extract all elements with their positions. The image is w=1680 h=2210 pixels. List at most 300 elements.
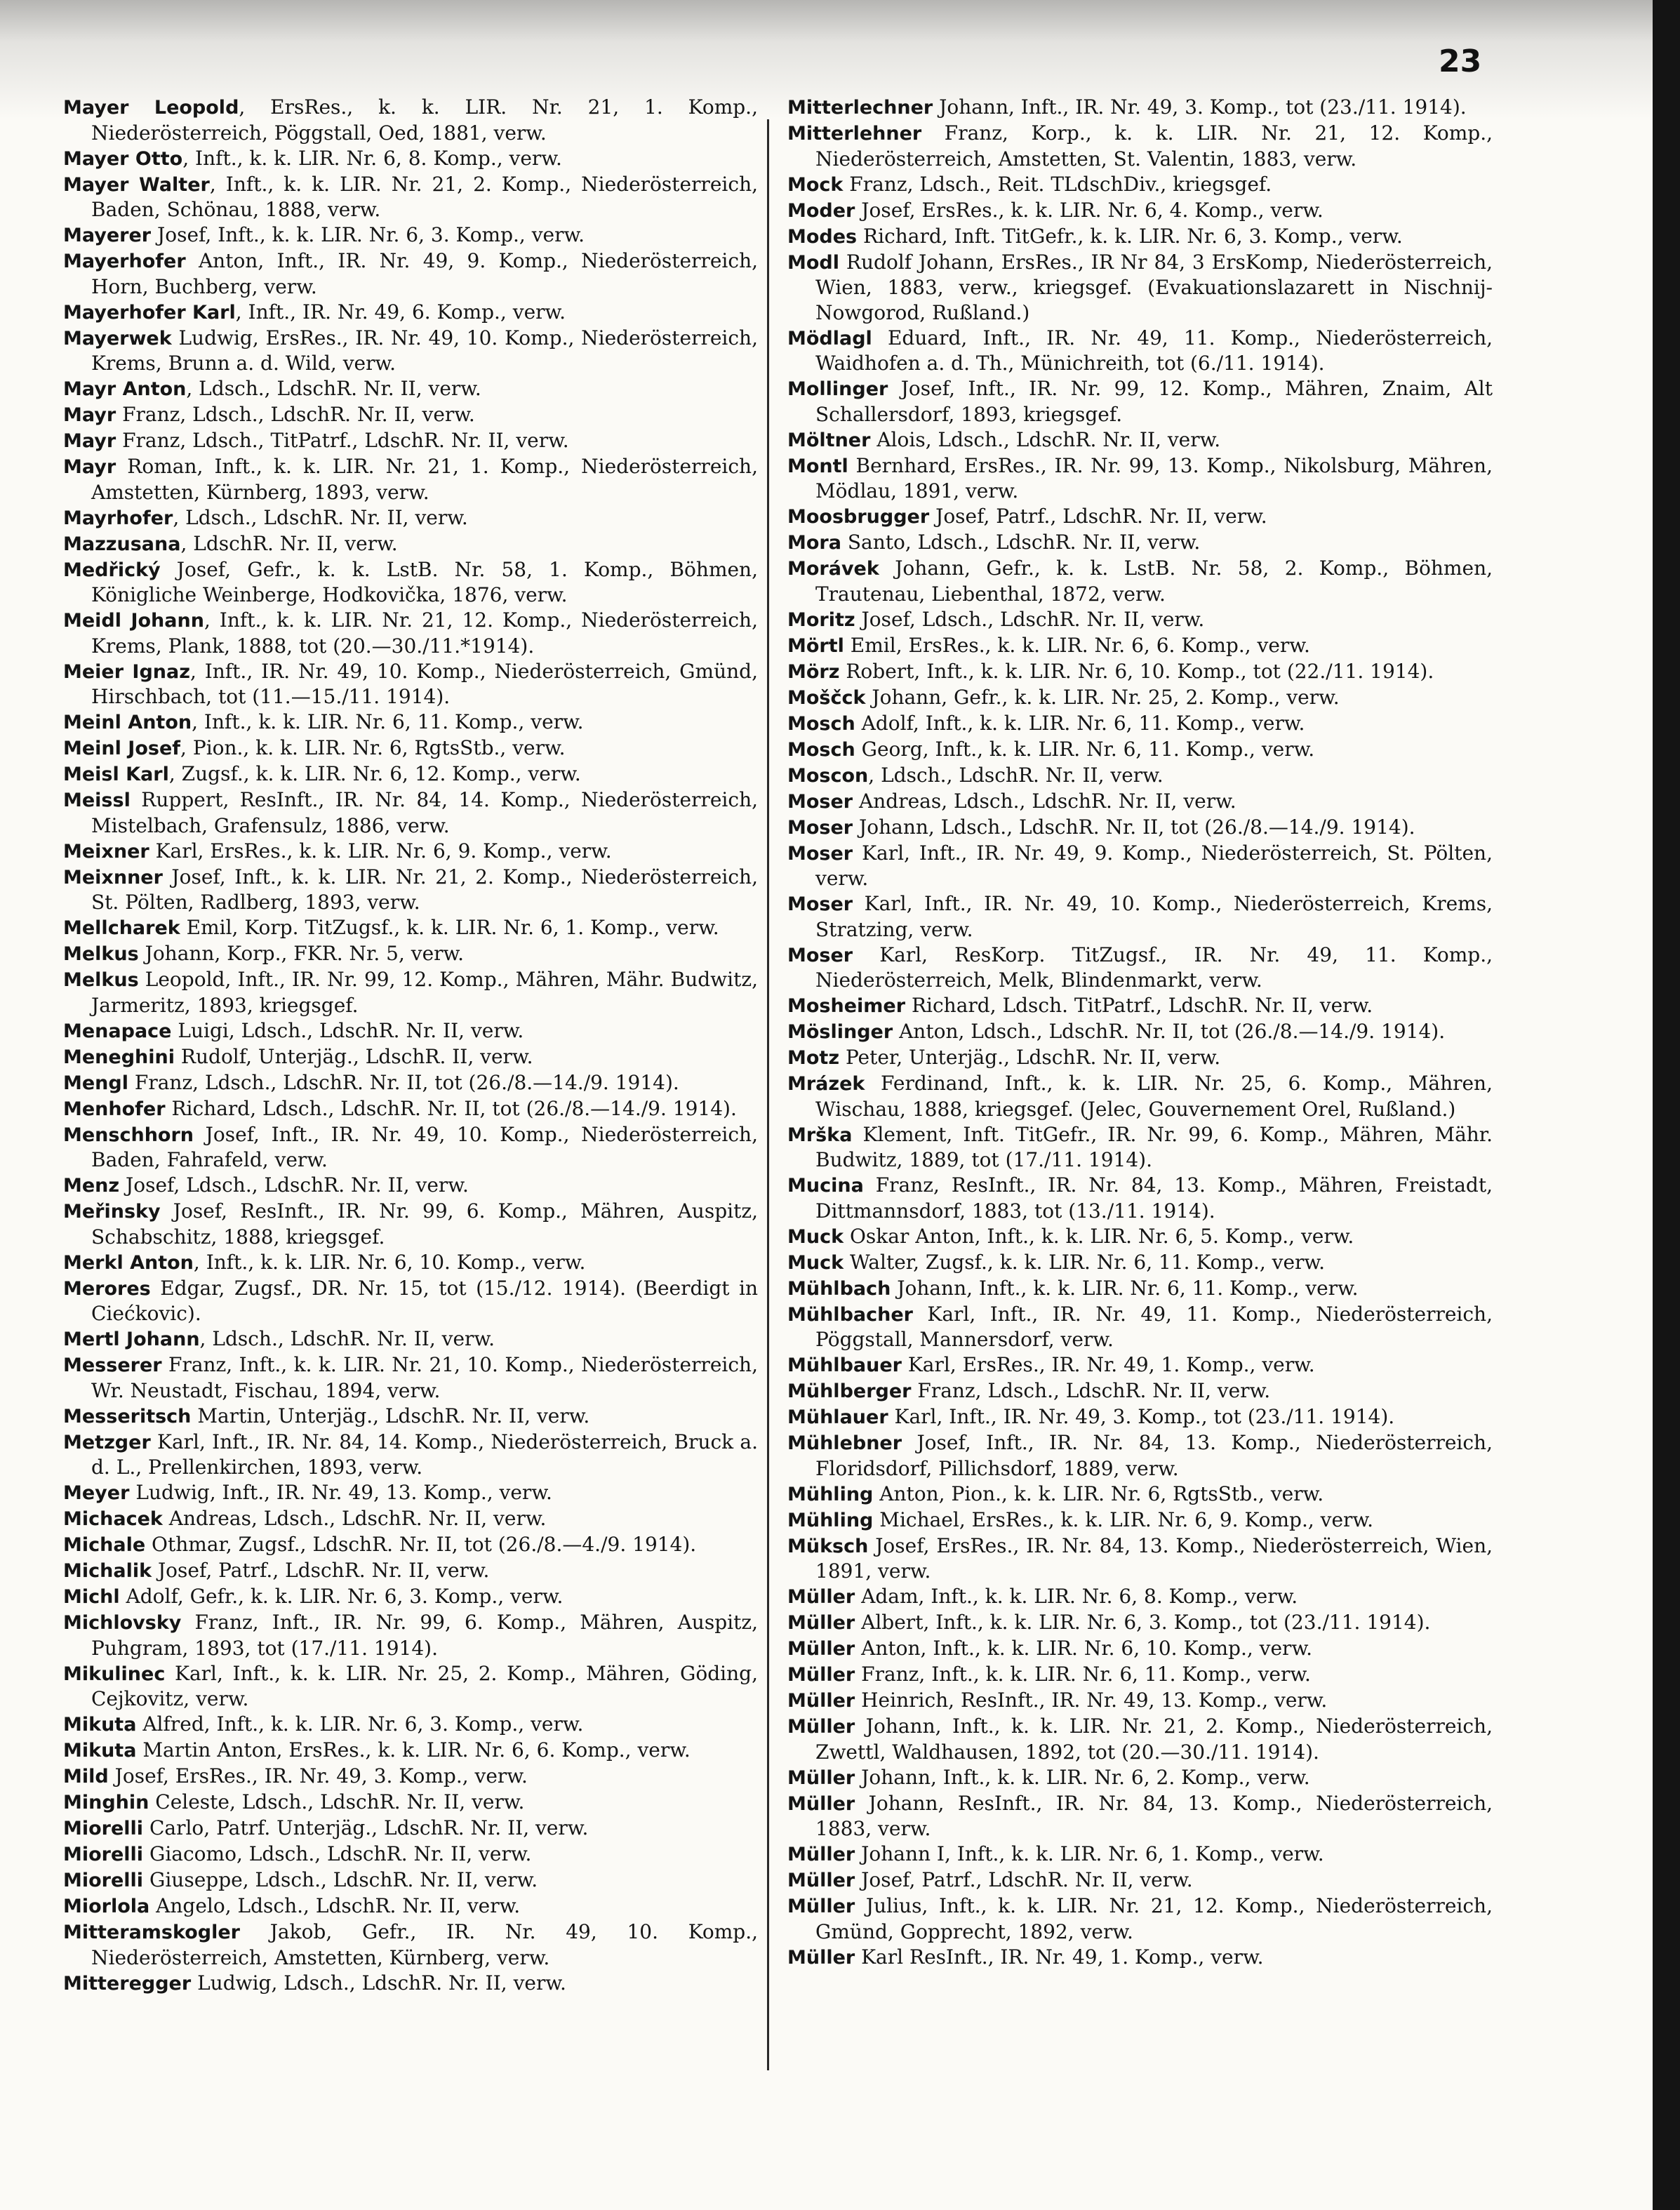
entry-details: Karl, ErsRes., k. k. LIR. Nr. 6, 9. Komp., verw. [149,839,612,863]
register-entry [787,172,1493,198]
entry-surname: Montl [787,455,848,477]
register-entry [787,1224,1493,1250]
entry-surname: Mödlagl [787,327,872,350]
entry-details: Josef, Patrf., LdschR. Nr. II, verw. [929,505,1267,528]
register-entry [787,1662,1493,1688]
entry-surname: Meneghini [63,1046,175,1068]
page-number: 23 [1439,44,1482,79]
register-entry [787,1714,1493,1764]
right-column [787,95,1493,1971]
entry-details: Michael, ErsRes., k. k. LIR. Nr. 6, 9. Komp., verw. [873,1507,1373,1531]
entry-details: Karl ResInft., IR. Nr. 49, 1. Komp., verw. [855,1945,1264,1969]
entry-surname: Meisl Karl [63,764,169,785]
entry-details: Alois, Ldsch., LdschR. Nr. II, verw. [870,427,1221,451]
entry-details: Franz, Korp., k. k. LIR. Nr. 21, 12. Komp., Niederösterreich, Amstetten, St. Valentin, 1883, verw. [815,121,1493,171]
entry-details: Franz, Ldsch., Reit. TLdschDiv., kriegsgef. [843,172,1272,196]
entry-details: , Zugsf., k. k. LIR. Nr. 6, 12. Komp., verw. [168,762,581,785]
register-entry [787,789,1493,815]
register-entry [63,865,758,915]
register-entry [787,1842,1493,1868]
register-entry [787,1045,1493,1071]
entry-details: Josef, Inft., k. k. LIR. Nr. 6, 3. Komp., verw. [151,223,585,246]
entry-details: Ludwig, ErsRes., IR. Nr. 49, 10. Komp., Niederösterreich, Krems, Brunn a. d. Wild, verw. [91,326,758,375]
register-entry [63,428,758,454]
register-entry [787,737,1493,763]
entry-surname: Mühling [787,1509,874,1531]
entry-details: Ludwig, Inft., IR. Nr. 49, 13. Komp., verw. [129,1481,552,1504]
entry-surname: Mayerhofer Karl [63,301,236,324]
entry-surname: Meřinsky [63,1201,161,1223]
entry-surname: Miorelli [63,1818,144,1839]
register-entry [63,222,758,248]
register-entry [787,427,1493,453]
entry-details: , Pion., k. k. LIR. Nr. 6, RgtsStb., verw. [180,736,566,759]
register-entry [787,1482,1493,1507]
entry-details: , Inft., k. k. LIR. Nr. 21, 2. Komp., Niederösterreich, Baden, Schönau, 1888, verw. [91,172,758,221]
entry-surname: Michale [63,1534,146,1556]
register-entry [787,1791,1493,1842]
entry-details: , LdschR. Nr. II, verw. [180,531,398,555]
entry-surname: Mühlberger [787,1380,912,1402]
entry-surname: Mayerhofer [63,251,186,272]
entry-details: Rudolf Johann, ErsRes., IR Nr 84, 3 ErsKomp, Niederösterreich, Wien, 1883, verw., kriegsgef. (Evakuationslazarett in Nischnij-Nowgorod, Rußland.) [815,250,1493,324]
register-entry [63,172,758,222]
entry-details: Giuseppe, Ldsch., LdschR. Nr. II, verw. [143,1868,538,1891]
entry-details: Franz, Inft., k. k. LIR. Nr. 21, 10. Komp., Niederösterreich, Wr. Neustadt, Fischau, 1894, verw. [91,1353,758,1402]
entry-surname: Mollinger [787,378,888,400]
register-entry [63,967,758,1018]
entry-details: Heinrich, ResInft., IR. Nr. 49, 13. Komp., verw. [855,1689,1328,1712]
register-entry [787,815,1493,841]
register-entry [63,326,758,376]
entry-surname: Modes [787,225,858,248]
register-entry [63,941,758,967]
entry-details: Josef, Patrf., LdschR. Nr. II, verw. [152,1559,490,1582]
entry-surname: Mayrhofer [63,507,173,529]
register-entry [787,993,1493,1019]
entry-details: Jakob, Gefr., IR. Nr. 49, 10. Komp., Niederösterreich, Amstetten, Kürnberg, verw. [91,1920,758,1969]
entry-details: Anton, Ldsch., LdschR. Nr. II, tot (26./8.—14./9. 1914). [893,1020,1446,1043]
register-entry [63,1584,758,1610]
entry-details: Franz, Inft., k. k. LIR. Nr. 6, 11. Komp., verw. [855,1663,1311,1686]
register-entry [787,1071,1493,1121]
entry-details: Adam, Inft., k. k. LIR. Nr. 6, 8. Komp., verw. [855,1585,1298,1608]
register-entry [787,1945,1493,1971]
register-entry [63,761,758,787]
register-entry [787,1430,1493,1481]
register-entry [787,1302,1493,1352]
entry-details: Georg, Inft., k. k. LIR. Nr. 6, 11. Komp., verw. [855,737,1315,761]
register-entry [787,1250,1493,1276]
entry-surname: Motz [787,1047,840,1069]
entry-details: Angelo, Ldsch., LdschR. Nr. II, verw. [149,1894,521,1917]
register-entry [63,1250,758,1276]
entry-surname: Mayer Leopold [63,97,239,119]
entry-surname: Metzger [63,1431,151,1453]
entry-details: Johann, Korp., FKR. Nr. 5, verw. [138,942,465,965]
register-entry [787,711,1493,737]
entry-surname: Miorelli [63,1870,144,1891]
entry-surname: Meixnner [63,866,163,888]
entry-surname: Müller [787,1586,855,1608]
entry-surname: Müller [787,1870,855,1891]
entry-details: Johann I, Inft., k. k. LIR. Nr. 6, 1. Komp., verw. [855,1842,1324,1865]
entry-details: Franz, ResInft., IR. Nr. 84, 13. Komp., Mähren, Freistadt, Dittmannsdorf, 1883, tot (13./11. 1914). [815,1173,1493,1223]
register-entry [787,453,1493,504]
entry-surname: Mayerwek [63,327,172,350]
entry-surname: Mitteregger [63,1972,192,1995]
entry-surname: Meinl Josef [63,738,181,759]
entry-details: , Inft., k. k. LIR. Nr. 6, 10. Komp., verw. [193,1250,586,1274]
entry-details: Luigi, Ldsch., LdschR. Nr. II, verw. [171,1018,524,1042]
register-entry [787,1636,1493,1662]
register-entry [787,1533,1493,1584]
register-entry [63,1044,758,1070]
entry-surname: Mikuta [63,1714,137,1736]
register-entry [787,376,1493,427]
entry-details: Josef, ErsRes., IR. Nr. 84, 13. Komp., Niederösterreich, Wien, 1891, verw. [815,1533,1493,1583]
entry-details: Josef, Inft., IR. Nr. 99, 12. Komp., Mähren, Znaim, Alt Schallersdorf, 1893, kriegsgef. [815,377,1493,426]
entry-details: Richard, Ldsch. TitPatrf., LdschR. Nr. II, verw. [905,994,1373,1017]
entry-surname: Mayr [63,404,116,426]
register-entry [787,633,1493,659]
entry-surname: Melkus [63,943,139,965]
entry-surname: Müller [787,1844,855,1865]
register-entry [787,1893,1493,1944]
entry-surname: Melkus [63,969,139,991]
entry-surname: Müller [787,1690,855,1712]
entry-surname: Mock [787,173,844,196]
entry-details: , Ldsch., LdschR. Nr. II, verw. [199,1327,495,1350]
register-entry [63,1506,758,1532]
entry-details: Richard, Ldsch., LdschR. Nr. II, tot (26./8.—14./9. 1914). [165,1096,737,1120]
entry-surname: Mühlbacher [787,1303,913,1326]
entry-details: Emil, Korp. TitZugsf., k. k. LIR. Nr. 6, 1. Komp., verw. [180,916,719,939]
entry-surname: Merores [63,1277,151,1300]
register-entry [787,250,1493,326]
register-entry [787,1507,1493,1533]
entry-details: , Inft., k. k. LIR. Nr. 6, 8. Komp., verw. [182,146,562,170]
entry-details: Josef, ErsRes., k. k. LIR. Nr. 6, 4. Komp., verw. [855,198,1324,222]
entry-details: Anton, Pion., k. k. LIR. Nr. 6, RgtsStb., verw. [873,1482,1324,1505]
register-entry [63,376,758,402]
entry-surname: Michacek [63,1508,163,1530]
register-entry [63,248,758,299]
register-entry [787,556,1493,606]
register-entry [787,530,1493,556]
entry-surname: Mikuta [63,1740,137,1762]
register-entry [63,1404,758,1430]
entry-surname: Mayr [63,456,116,478]
entry-details: Josef, ErsRes., IR. Nr. 49, 3. Komp., verw. [108,1764,528,1788]
entry-surname: Müller [787,1664,855,1686]
entry-details: , Inft., IR. Nr. 49, 6. Komp., verw. [235,300,566,324]
entry-surname: Mosch [787,712,855,735]
entry-surname: Müller [787,1612,855,1634]
entry-surname: Möltner [787,429,871,451]
entry-surname: Moritz [787,608,855,631]
entry-details: Johann, Ldsch., LdschR. Nr. II, tot (26./8.—14./9. 1914). [853,815,1415,839]
entry-surname: Michl [63,1586,120,1608]
entry-surname: Moscon [787,764,869,787]
entry-details: Anton, Inft., k. k. LIR. Nr. 6, 10. Komp., verw. [855,1637,1312,1660]
register-entry [63,1919,758,1970]
entry-surname: Mrázek [787,1073,865,1095]
entry-details: Robert, Inft., k. k. LIR. Nr. 6, 10. Komp., tot (22./11. 1914). [839,659,1434,683]
entry-details: Franz, Ldsch., LdschR. Nr. II, tot (26./8.—14./9. 1914). [128,1070,679,1094]
entry-details: Josef, Inft., k. k. LIR. Nr. 21, 2. Komp., Niederösterreich, St. Pölten, Radlberg, 1893, verw. [91,865,758,914]
entry-surname: Müller [787,1792,855,1815]
entry-details: Bernhard, ErsRes., IR. Nr. 99, 13. Komp., Nikolsburg, Mähren, Mödlau, 1891, verw. [815,453,1493,502]
register-entry [63,1764,758,1790]
entry-surname: Menapace [63,1020,172,1042]
register-entry [63,1352,758,1403]
register-entry [63,1893,758,1919]
register-entry [63,1173,758,1199]
register-entry [63,1738,758,1764]
register-entry [63,454,758,505]
entry-surname: Merkl Anton [63,1251,194,1274]
entry-details: Franz, Ldsch., LdschR. Nr. II, verw. [911,1379,1271,1402]
entry-surname: Miorelli [63,1844,144,1865]
entry-surname: Meyer [63,1482,130,1504]
register-entry [787,1019,1493,1045]
entry-details: Giacomo, Ldsch., LdschR. Nr. II, verw. [143,1842,532,1865]
entry-details: Anton, Inft., IR. Nr. 49, 9. Komp., Niederösterreich, Horn, Buchberg, verw. [91,249,758,298]
entry-surname: Mazzusana [63,533,181,555]
register-entry [787,1610,1493,1636]
entry-surname: Moder [787,199,855,222]
entry-details: Emil, ErsRes., k. k. LIR. Nr. 6, 6. Komp., verw. [844,633,1310,657]
register-entry [63,1790,758,1816]
register-entry [63,505,758,531]
register-entry [63,1430,758,1480]
entry-surname: Möslinger [787,1021,893,1043]
entry-surname: Morávek [787,558,879,580]
register-entry [787,1868,1493,1893]
entry-surname: Mikulinec [63,1663,166,1685]
entry-details: Andreas, Ldsch., LdschR. Nr. II, verw. [853,789,1236,813]
entry-surname: Mitteramskogler [63,1922,240,1943]
register-entry [63,1558,758,1584]
entry-details: Carlo, Patrf. Unterjäg., LdschR. Nr. II, verw. [143,1816,589,1839]
entry-surname: Müller [787,1896,855,1917]
entry-details: Ruppert, ResInft., IR. Nr. 84, 14. Komp., Niederösterreich, Mistelbach, Grafensulz, 1886, verw. [91,788,758,837]
entry-details: Johann, ResInft., IR. Nr. 84, 13. Komp., Niederösterreich, 1883, verw. [815,1791,1493,1840]
entry-surname: Müller [787,1946,855,1969]
register-entry [787,1352,1493,1378]
entry-surname: Mosch [787,738,855,761]
entry-surname: Mertl Johann [63,1329,200,1350]
entry-details: Rudolf, Unterjäg., LdschR. II, verw. [175,1044,533,1068]
register-entry [787,95,1493,121]
entry-surname: Mengl [63,1072,128,1094]
entry-surname: Meixner [63,840,149,863]
register-entry [63,1661,758,1712]
entry-details: Peter, Unterjäg., LdschR. Nr. II, verw. [839,1046,1221,1069]
entry-surname: Menz [63,1175,120,1197]
entry-surname: Mrška [787,1124,853,1146]
entry-details: Walter, Zugsf., k. k. LIR. Nr. 6, 11. Komp., verw. [844,1250,1325,1274]
register-entry [63,1199,758,1249]
register-entry [787,1173,1493,1223]
entry-surname: Minghin [63,1792,149,1813]
left-column [63,95,758,1997]
entry-details: Johann, Inft., k. k. LIR. Nr. 21, 2. Komp., Niederösterreich, Zwettl, Waldhausen, 1892, tot (20.—30./11. 1914). [815,1715,1493,1764]
register-entry [787,1404,1493,1430]
entry-surname: Menschhorn [63,1124,194,1146]
register-entry [63,1326,758,1352]
entry-details: Leopold, Inft., IR. Nr. 99, 12. Komp., Mähren, Mähr. Budwitz, Jarmeritz, 1893, kriegsgef. [91,968,758,1017]
entry-details: Johann, Gefr., k. k. LIR. Nr. 25, 2. Komp., verw. [865,685,1340,709]
entry-details: Karl, Inft., IR. Nr. 49, 10. Komp., Niederösterreich, Krems, Stratzing, verw. [815,892,1493,941]
register-entry [63,146,758,172]
entry-details: Karl, Inft., IR. Nr. 49, 11. Komp., Niederösterreich, Pöggstall, Mannersdorf, verw. [815,1302,1493,1351]
register-entry [63,1070,758,1096]
entry-details: Karl, Inft., IR. Nr. 84, 14. Komp., Niederösterreich, Bruck a. d. L., Prellenkirchen, 1893, verw. [91,1430,758,1479]
register-entry [63,608,758,658]
entry-details: Karl, Inft., k. k. LIR. Nr. 25, 2. Komp., Mähren, Göding, Cejkovitz, verw. [91,1661,758,1710]
entry-surname: Mosheimer [787,995,906,1017]
entry-details: Roman, Inft., k. k. LIR. Nr. 21, 1. Komp., Niederösterreich, Amstetten, Kürnberg, 1893, verw. [91,455,758,504]
register-entry [63,557,758,608]
entry-surname: Mühlebner [787,1432,902,1454]
register-entry [63,1018,758,1044]
entry-details: Karl, ErsRes., IR. Nr. 49, 1. Komp., verw. [901,1353,1315,1376]
register-entry [63,1842,758,1868]
entry-surname: Mühlbauer [787,1354,902,1376]
entry-details: Karl, Inft., IR. Nr. 49, 3. Komp., tot (23./11. 1914). [888,1405,1395,1428]
entry-surname: Meidl Johann [63,610,204,632]
register-entry [787,326,1493,376]
entry-details: Alfred, Inft., k. k. LIR. Nr. 6, 3. Komp., verw. [136,1712,584,1736]
entry-details: Josef, Patrf., LdschR. Nr. II, verw. [855,1868,1193,1891]
entry-details: Klement, Inft. TitGefr., IR. Nr. 99, 6. Komp., Mähren, Mähr. Budwitz, 1889, tot (17./11. 1914). [815,1122,1493,1171]
entry-surname: Mora [787,532,841,554]
entry-details: Johann, Inft., IR. Nr. 49, 3. Komp., tot (23./11. 1914). [933,95,1467,119]
register-entry [787,841,1493,891]
register-entry [63,659,758,710]
register-entry [63,1868,758,1893]
entry-details: Edgar, Zugsf., DR. Nr. 15, tot (15./12. 1914). (Beerdigt in Ciećkovic). [91,1276,758,1325]
register-entry [63,95,758,145]
entry-details: Johann, Inft., k. k. LIR. Nr. 6, 11. Komp., verw. [891,1276,1359,1300]
entry-surname: Mild [63,1766,109,1788]
entry-details: , ErsRes., k. k. LIR. Nr. 21, 1. Komp., Niederösterreich, Pöggstall, Oed, 1881, verw. [91,95,758,145]
entry-surname: Moser [787,816,853,839]
entry-details: , Inft., k. k. LIR. Nr. 6, 11. Komp., verw. [192,710,584,733]
entry-details: , Ldsch., LdschR. Nr. II, verw. [186,377,481,400]
entry-details: Albert, Inft., k. k. LIR. Nr. 6, 3. Komp., tot (23./11. 1914). [855,1611,1431,1634]
register-entry [63,1122,758,1173]
entry-surname: Mühlbach [787,1277,891,1300]
register-entry [63,1532,758,1558]
entry-details: Josef, Gefr., k. k. LstB. Nr. 58, 1. Komp., Böhmen, Königliche Weinberge, Hodkovička, 1876, verw. [91,557,758,606]
register-entry [63,1276,758,1326]
register-entry [787,504,1493,530]
entry-details: Ludwig, Ldsch., LdschR. Nr. II, verw. [191,1971,566,1995]
register-entry [63,1971,758,1997]
entry-details: Oskar Anton, Inft., k. k. LIR. Nr. 6, 5. Komp., verw. [844,1224,1354,1248]
entry-surname: Muck [787,1225,844,1248]
entry-surname: Michlovsky [63,1612,182,1634]
entry-details: Richard, Inft. TitGefr., k. k. LIR. Nr. 6, 3. Komp., verw. [857,224,1403,248]
entry-details: Josef, Inft., IR. Nr. 49, 10. Komp., Niederösterreich, Baden, Fahrafeld, verw. [91,1122,758,1171]
entry-surname: Mitterlehner [787,123,922,145]
entry-details: Ferdinand, Inft., k. k. LIR. Nr. 25, 6. Komp., Mähren, Wischau, 1888, kriegsgef. (Jelec, Gouvernement Orel, Rußland.) [815,1072,1493,1121]
register-entry [787,1584,1493,1610]
register-entry [63,1712,758,1738]
register-entry [787,1122,1493,1173]
entry-surname: Muck [787,1251,844,1274]
entry-details: , Ldsch., LdschR. Nr. II, verw. [173,505,468,529]
register-entry [787,1276,1493,1302]
entry-details: Franz, Ldsch., TitPatrf., LdschR. Nr. II, verw. [116,429,569,452]
entry-surname: Mörz [787,660,840,683]
entry-details: Adolf, Inft., k. k. LIR. Nr. 6, 11. Komp., verw. [855,711,1305,735]
entry-surname: Michalik [63,1560,152,1582]
register-entry [63,787,758,838]
register-entry [787,943,1493,993]
register-entry [63,402,758,428]
register-entry [787,1688,1493,1714]
entry-details: Josef, ResInft., IR. Nr. 99, 6. Komp., Mähren, Auspitz, Schabschitz, 1888, kriegsgef. [91,1199,758,1249]
entry-surname: Moser [787,893,853,915]
entry-surname: Mühlauer [787,1406,888,1428]
entry-details: Adolf, Gefr., k. k. LIR. Nr. 6, 3. Komp., verw. [119,1585,564,1608]
entry-surname: Müller [787,1766,855,1789]
entry-surname: Müksch [787,1535,869,1557]
register-entry [787,1378,1493,1404]
entry-details: Julius, Inft., k. k. LIR. Nr. 21, 12. Komp., Niederösterreich, Gmünd, Gopprecht, 1892, verw. [815,1894,1493,1943]
entry-details: Josef, Ldsch., LdschR. Nr. II, verw. [119,1173,469,1197]
entry-details: , Ldsch., LdschR. Nr. II, verw. [868,763,1164,787]
entry-details: Josef, Ldsch., LdschR. Nr. II, verw. [855,607,1205,631]
entry-surname: Moosbrugger [787,506,930,528]
register-entry [63,915,758,941]
entry-surname: Meier Ignaz [63,660,190,683]
entry-surname: Miorlola [63,1896,150,1917]
entry-surname: Mucina [787,1175,864,1197]
entry-details: Martin Anton, ErsRes., k. k. LIR. Nr. 6, 6. Komp., verw. [136,1738,691,1762]
register-entry [787,659,1493,685]
register-entry [787,607,1493,633]
register-entry [63,1610,758,1660]
entry-surname: Meinl Anton [63,712,192,733]
entry-surname: Meissl [63,790,131,811]
entry-details: , Inft., IR. Nr. 49, 10. Komp., Niederösterreich, Gmünd, Hirschbach, tot (11.—15./11. 1914). [91,659,758,708]
entry-details: Franz, Ldsch., LdschR. Nr. II, verw. [116,403,475,426]
register-entry [63,300,758,326]
entry-surname: Mayr Anton [63,378,187,400]
entry-surname: Mitterlechner [787,97,933,119]
register-entry [787,685,1493,711]
entry-surname: Mayer Otto [63,147,183,170]
entry-surname: Mühling [787,1483,874,1505]
entry-details: Josef, Inft., IR. Nr. 84, 13. Komp., Niederösterreich, Floridsdorf, Pillichsdorf, 1889, verw. [815,1431,1493,1480]
register-entry [787,1765,1493,1791]
entry-surname: Mayer Walter [63,173,210,196]
register-entry [787,891,1493,942]
register-entry [787,198,1493,224]
entry-surname: Müller [787,1638,855,1660]
register-entry [63,710,758,735]
entry-details: Othmar, Zugsf., LdschR. Nr. II, tot (26./8.—4./9. 1914). [145,1533,697,1556]
entry-surname: Moščck [787,686,866,709]
entry-surname: Mayr [63,430,116,452]
register-entry [63,735,758,761]
entry-surname: Medřický [63,559,161,581]
